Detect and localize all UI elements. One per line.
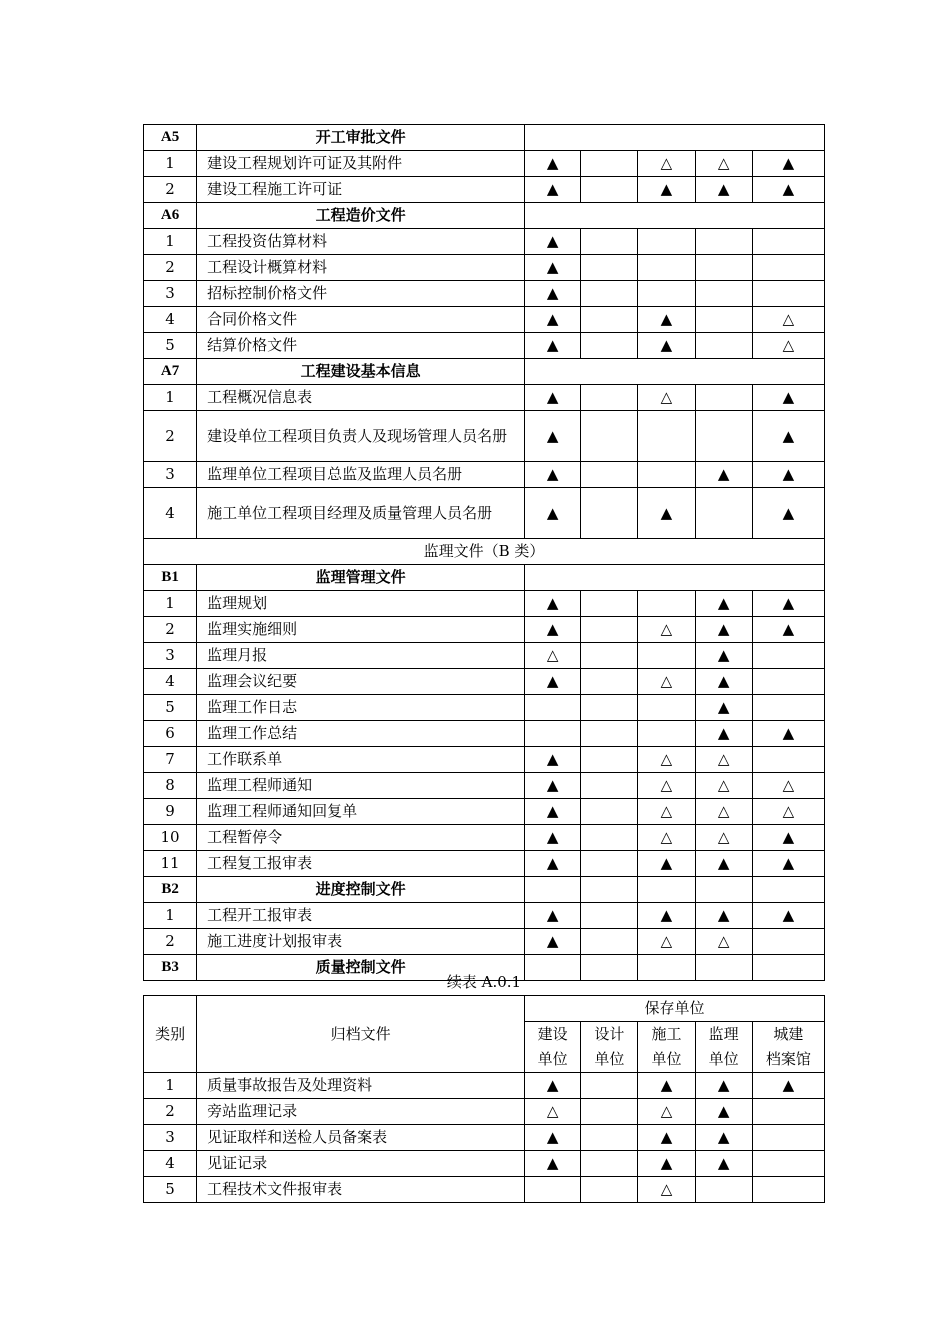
storage-mark: ▲ <box>752 825 824 851</box>
table-row <box>144 462 825 488</box>
storage-mark <box>695 255 752 281</box>
storage-mark <box>581 1099 638 1125</box>
row-number: 2 <box>144 177 197 203</box>
storage-mark: △ <box>695 825 752 851</box>
storage-mark <box>752 1125 824 1151</box>
table-row <box>144 591 825 617</box>
row-number: 3 <box>144 643 197 669</box>
storage-mark: ▲ <box>638 307 695 333</box>
row-number: 6 <box>144 721 197 747</box>
storage-mark <box>581 411 638 462</box>
storage-mark: ▲ <box>695 851 752 877</box>
storage-mark <box>695 229 752 255</box>
row-number: 2 <box>144 411 197 462</box>
storage-mark <box>581 617 638 643</box>
section-code: B2 <box>144 877 197 903</box>
table-row <box>144 643 825 669</box>
storage-mark <box>638 229 695 255</box>
table-row <box>144 1151 825 1177</box>
storage-mark: ▲ <box>525 385 581 411</box>
storage-mark: ▲ <box>525 591 581 617</box>
header-unit-3: 监理 单位 <box>695 1022 752 1073</box>
storage-mark: △ <box>638 385 695 411</box>
storage-mark: ▲ <box>525 825 581 851</box>
row-number: 2 <box>144 929 197 955</box>
section-code: B1 <box>144 565 197 591</box>
storage-mark <box>752 1099 824 1125</box>
archive-file-name: 合同价格文件 <box>197 307 525 333</box>
table-caption: 续表 A.0.1 <box>446 973 522 991</box>
storage-mark <box>695 488 752 539</box>
section-row <box>144 877 825 903</box>
storage-mark: ▲ <box>525 281 581 307</box>
header-unit-0: 建设 单位 <box>525 1022 581 1073</box>
section-row <box>144 203 825 229</box>
archive-file-name: 工程设计概算材料 <box>197 255 525 281</box>
row-number: 5 <box>144 1177 197 1203</box>
storage-mark <box>581 151 638 177</box>
storage-mark: △ <box>638 151 695 177</box>
storage-mark: ▲ <box>752 903 824 929</box>
storage-mark <box>581 591 638 617</box>
storage-mark <box>695 411 752 462</box>
archive-file-name: 监理实施细则 <box>197 617 525 643</box>
row-number: 9 <box>144 799 197 825</box>
storage-mark <box>581 307 638 333</box>
storage-mark <box>695 385 752 411</box>
header-storage-unit: 保存单位 <box>525 996 825 1022</box>
table-row <box>144 617 825 643</box>
row-number: 5 <box>144 695 197 721</box>
storage-mark: ▲ <box>752 462 824 488</box>
storage-mark <box>581 929 638 955</box>
table-row <box>144 695 825 721</box>
row-number: 1 <box>144 591 197 617</box>
archive-file-name: 旁站监理记录 <box>197 1099 525 1125</box>
storage-mark: ▲ <box>525 669 581 695</box>
section-row <box>144 125 825 151</box>
storage-mark <box>581 488 638 539</box>
header-category: 类别 <box>144 996 197 1073</box>
storage-mark <box>581 333 638 359</box>
header-unit-1: 设计 单位 <box>581 1022 638 1073</box>
storage-mark: ▲ <box>525 773 581 799</box>
storage-mark <box>525 695 581 721</box>
header-unit-4: 城建 档案馆 <box>752 1022 824 1073</box>
section-row <box>144 359 825 385</box>
storage-mark: △ <box>638 747 695 773</box>
row-number: 1 <box>144 903 197 929</box>
row-number: 1 <box>144 151 197 177</box>
table-row <box>144 799 825 825</box>
row-number: 4 <box>144 1151 197 1177</box>
storage-mark: ▲ <box>525 307 581 333</box>
table-row <box>144 1177 825 1203</box>
archive-file-name: 工程投资估算材料 <box>197 229 525 255</box>
storage-mark: ▲ <box>638 177 695 203</box>
row-number: 1 <box>144 229 197 255</box>
storage-mark <box>752 281 824 307</box>
storage-mark: ▲ <box>638 333 695 359</box>
row-number: 1 <box>144 1073 197 1099</box>
row-number: 4 <box>144 307 197 333</box>
table-row <box>144 307 825 333</box>
storage-mark: △ <box>525 1099 581 1125</box>
row-number: 5 <box>144 333 197 359</box>
archive-file-name: 施工单位工程项目经理及质量管理人员名册 <box>197 488 525 539</box>
archive-table-second-body <box>144 1073 825 1203</box>
storage-mark: ▲ <box>525 903 581 929</box>
storage-mark <box>752 669 824 695</box>
storage-mark <box>638 695 695 721</box>
section-title: 监理管理文件 <box>197 565 525 591</box>
storage-mark <box>581 1151 638 1177</box>
row-number: 3 <box>144 281 197 307</box>
storage-mark: ▲ <box>525 617 581 643</box>
archive-file-name: 工程复工报审表 <box>197 851 525 877</box>
table-row <box>144 385 825 411</box>
storage-mark: ▲ <box>525 1125 581 1151</box>
storage-mark: ▲ <box>752 721 824 747</box>
table-row <box>144 255 825 281</box>
storage-mark: ▲ <box>695 462 752 488</box>
storage-mark <box>695 281 752 307</box>
storage-mark: △ <box>752 333 824 359</box>
storage-mark <box>581 721 638 747</box>
storage-mark <box>638 255 695 281</box>
storage-mark: ▲ <box>752 591 824 617</box>
table-row <box>144 488 825 539</box>
storage-mark <box>638 281 695 307</box>
storage-mark <box>695 307 752 333</box>
section-empty-cell <box>525 125 825 151</box>
archive-file-name: 工程概况信息表 <box>197 385 525 411</box>
storage-mark <box>581 1177 638 1203</box>
archive-file-name: 见证取样和送检人员备案表 <box>197 1125 525 1151</box>
archive-table-continued <box>143 124 825 981</box>
storage-mark: △ <box>695 799 752 825</box>
section-title: 工程造价文件 <box>197 203 525 229</box>
storage-mark: ▲ <box>695 591 752 617</box>
section-empty-cell <box>581 877 638 903</box>
storage-mark: △ <box>638 617 695 643</box>
storage-mark: ▲ <box>525 255 581 281</box>
row-number: 3 <box>144 1125 197 1151</box>
section-title: 工程建设基本信息 <box>197 359 525 385</box>
storage-mark: △ <box>695 747 752 773</box>
archive-file-name: 监理月报 <box>197 643 525 669</box>
table-row <box>144 825 825 851</box>
storage-mark <box>581 1073 638 1099</box>
section-title: 开工审批文件 <box>197 125 525 151</box>
storage-mark: △ <box>638 825 695 851</box>
storage-mark: ▲ <box>638 903 695 929</box>
archive-file-name: 监理单位工程项目总监及监理人员名册 <box>197 462 525 488</box>
storage-mark: ▲ <box>695 669 752 695</box>
archive-file-name: 监理工程师通知 <box>197 773 525 799</box>
storage-mark: ▲ <box>695 1151 752 1177</box>
storage-mark <box>638 721 695 747</box>
storage-mark <box>752 229 824 255</box>
archive-file-name: 工程技术文件报审表 <box>197 1177 525 1203</box>
archive-file-name: 招标控制价格文件 <box>197 281 525 307</box>
storage-mark <box>638 462 695 488</box>
storage-mark: ▲ <box>525 799 581 825</box>
header-unit-2: 施工 单位 <box>638 1022 695 1073</box>
storage-mark <box>581 1125 638 1151</box>
storage-mark <box>581 799 638 825</box>
storage-mark: ▲ <box>752 385 824 411</box>
storage-mark <box>752 1151 824 1177</box>
storage-mark <box>581 903 638 929</box>
storage-mark: ▲ <box>525 411 581 462</box>
archive-file-name: 工程暂停令 <box>197 825 525 851</box>
table-row <box>144 669 825 695</box>
storage-mark: ▲ <box>638 1073 695 1099</box>
archive-file-name: 工程开工报审表 <box>197 903 525 929</box>
storage-mark <box>581 177 638 203</box>
storage-mark: ▲ <box>525 151 581 177</box>
storage-mark: ▲ <box>525 333 581 359</box>
row-number: 4 <box>144 669 197 695</box>
archive-file-name: 建设单位工程项目负责人及现场管理人员名册 <box>197 411 525 462</box>
storage-mark <box>695 1177 752 1203</box>
table-row <box>144 929 825 955</box>
storage-mark <box>581 669 638 695</box>
storage-mark: △ <box>695 929 752 955</box>
storage-mark: △ <box>752 307 824 333</box>
storage-mark: △ <box>638 669 695 695</box>
table-row <box>144 747 825 773</box>
storage-mark <box>581 643 638 669</box>
table-row <box>144 903 825 929</box>
storage-mark <box>581 229 638 255</box>
section-empty-cell <box>525 203 825 229</box>
storage-mark: ▲ <box>695 721 752 747</box>
archive-file-name: 施工进度计划报审表 <box>197 929 525 955</box>
table-row <box>144 721 825 747</box>
storage-mark: △ <box>695 151 752 177</box>
archive-file-name: 见证记录 <box>197 1151 525 1177</box>
storage-mark <box>752 1177 824 1203</box>
archive-table-second <box>143 995 825 1203</box>
row-number: 3 <box>144 462 197 488</box>
category-band-title: 监理文件（B 类） <box>144 539 825 565</box>
section-code: A6 <box>144 203 197 229</box>
storage-mark: ▲ <box>695 177 752 203</box>
section-code: A5 <box>144 125 197 151</box>
row-number: 1 <box>144 385 197 411</box>
table-row <box>144 1125 825 1151</box>
table-row <box>144 1073 825 1099</box>
storage-mark <box>525 721 581 747</box>
section-row <box>144 565 825 591</box>
storage-mark: ▲ <box>752 488 824 539</box>
storage-mark: ▲ <box>525 1073 581 1099</box>
storage-mark: △ <box>638 799 695 825</box>
table-row <box>144 177 825 203</box>
storage-mark: ▲ <box>525 851 581 877</box>
storage-mark <box>581 462 638 488</box>
archive-file-name: 结算价格文件 <box>197 333 525 359</box>
archive-file-name: 监理规划 <box>197 591 525 617</box>
storage-mark: △ <box>638 1099 695 1125</box>
category-band-row <box>144 539 825 565</box>
storage-mark: ▲ <box>695 1099 752 1125</box>
storage-mark <box>581 851 638 877</box>
archive-file-name: 质量事故报告及处理资料 <box>197 1073 525 1099</box>
table-row <box>144 333 825 359</box>
storage-mark <box>638 643 695 669</box>
archive-file-name: 监理工作日志 <box>197 695 525 721</box>
storage-mark: ▲ <box>638 488 695 539</box>
storage-mark <box>581 255 638 281</box>
storage-mark <box>752 255 824 281</box>
storage-mark: ▲ <box>525 229 581 255</box>
row-number: 8 <box>144 773 197 799</box>
storage-mark: ▲ <box>752 617 824 643</box>
table-row <box>144 851 825 877</box>
storage-mark: △ <box>638 773 695 799</box>
archive-file-name: 工作联系单 <box>197 747 525 773</box>
header-archive-file: 归档文件 <box>197 996 525 1073</box>
row-number: 2 <box>144 255 197 281</box>
table-row <box>144 1099 825 1125</box>
storage-mark: ▲ <box>695 617 752 643</box>
row-number: 2 <box>144 617 197 643</box>
storage-mark: ▲ <box>695 903 752 929</box>
storage-mark: ▲ <box>695 695 752 721</box>
table-row <box>144 281 825 307</box>
storage-mark <box>581 773 638 799</box>
storage-mark: ▲ <box>752 851 824 877</box>
storage-mark <box>581 385 638 411</box>
table-row <box>144 229 825 255</box>
storage-mark: △ <box>695 773 752 799</box>
section-empty-cell <box>525 877 581 903</box>
section-empty-cell <box>525 565 825 591</box>
storage-mark <box>581 825 638 851</box>
section-empty-cell <box>525 359 825 385</box>
storage-mark: △ <box>638 929 695 955</box>
storage-mark: ▲ <box>638 1125 695 1151</box>
storage-mark: ▲ <box>752 411 824 462</box>
archive-file-name: 监理工程师通知回复单 <box>197 799 525 825</box>
archive-file-name: 监理会议纪要 <box>197 669 525 695</box>
storage-mark <box>752 929 824 955</box>
storage-mark <box>638 591 695 617</box>
storage-mark: ▲ <box>752 151 824 177</box>
storage-mark: ▲ <box>638 851 695 877</box>
storage-mark: △ <box>752 773 824 799</box>
archive-file-name: 监理工作总结 <box>197 721 525 747</box>
archive-table-body <box>144 125 825 981</box>
storage-mark: ▲ <box>752 1073 824 1099</box>
storage-mark: △ <box>638 1177 695 1203</box>
section-empty-cell <box>695 877 752 903</box>
storage-mark: ▲ <box>638 1151 695 1177</box>
row-number: 2 <box>144 1099 197 1125</box>
section-empty-cell <box>752 877 824 903</box>
storage-mark: ▲ <box>695 1073 752 1099</box>
storage-mark <box>581 747 638 773</box>
table-row <box>144 773 825 799</box>
section-code: A7 <box>144 359 197 385</box>
storage-mark <box>752 747 824 773</box>
section-code: B3 <box>144 955 197 981</box>
section-title: 进度控制文件 <box>197 877 525 903</box>
storage-mark: ▲ <box>525 462 581 488</box>
table-row <box>144 411 825 462</box>
archive-file-name: 建设工程规划许可证及其附件 <box>197 151 525 177</box>
section-empty-cell <box>638 877 695 903</box>
row-number: 4 <box>144 488 197 539</box>
storage-mark <box>525 1177 581 1203</box>
storage-mark: ▲ <box>525 929 581 955</box>
storage-mark: ▲ <box>752 177 824 203</box>
storage-mark <box>752 643 824 669</box>
storage-mark: ▲ <box>525 747 581 773</box>
archive-file-name: 建设工程施工许可证 <box>197 177 525 203</box>
storage-mark: ▲ <box>525 177 581 203</box>
storage-mark: ▲ <box>525 488 581 539</box>
storage-mark: ▲ <box>525 1151 581 1177</box>
storage-mark <box>581 281 638 307</box>
storage-mark: ▲ <box>695 1125 752 1151</box>
row-number: 7 <box>144 747 197 773</box>
header-row-top <box>144 996 825 1022</box>
storage-mark <box>638 411 695 462</box>
row-number: 11 <box>144 851 197 877</box>
storage-mark <box>695 333 752 359</box>
storage-mark: △ <box>525 643 581 669</box>
storage-mark <box>581 695 638 721</box>
row-number: 10 <box>144 825 197 851</box>
storage-mark <box>752 695 824 721</box>
table-row <box>144 151 825 177</box>
section-title: 质量控制文件 <box>197 955 525 981</box>
storage-mark: ▲ <box>695 643 752 669</box>
storage-mark: △ <box>752 799 824 825</box>
